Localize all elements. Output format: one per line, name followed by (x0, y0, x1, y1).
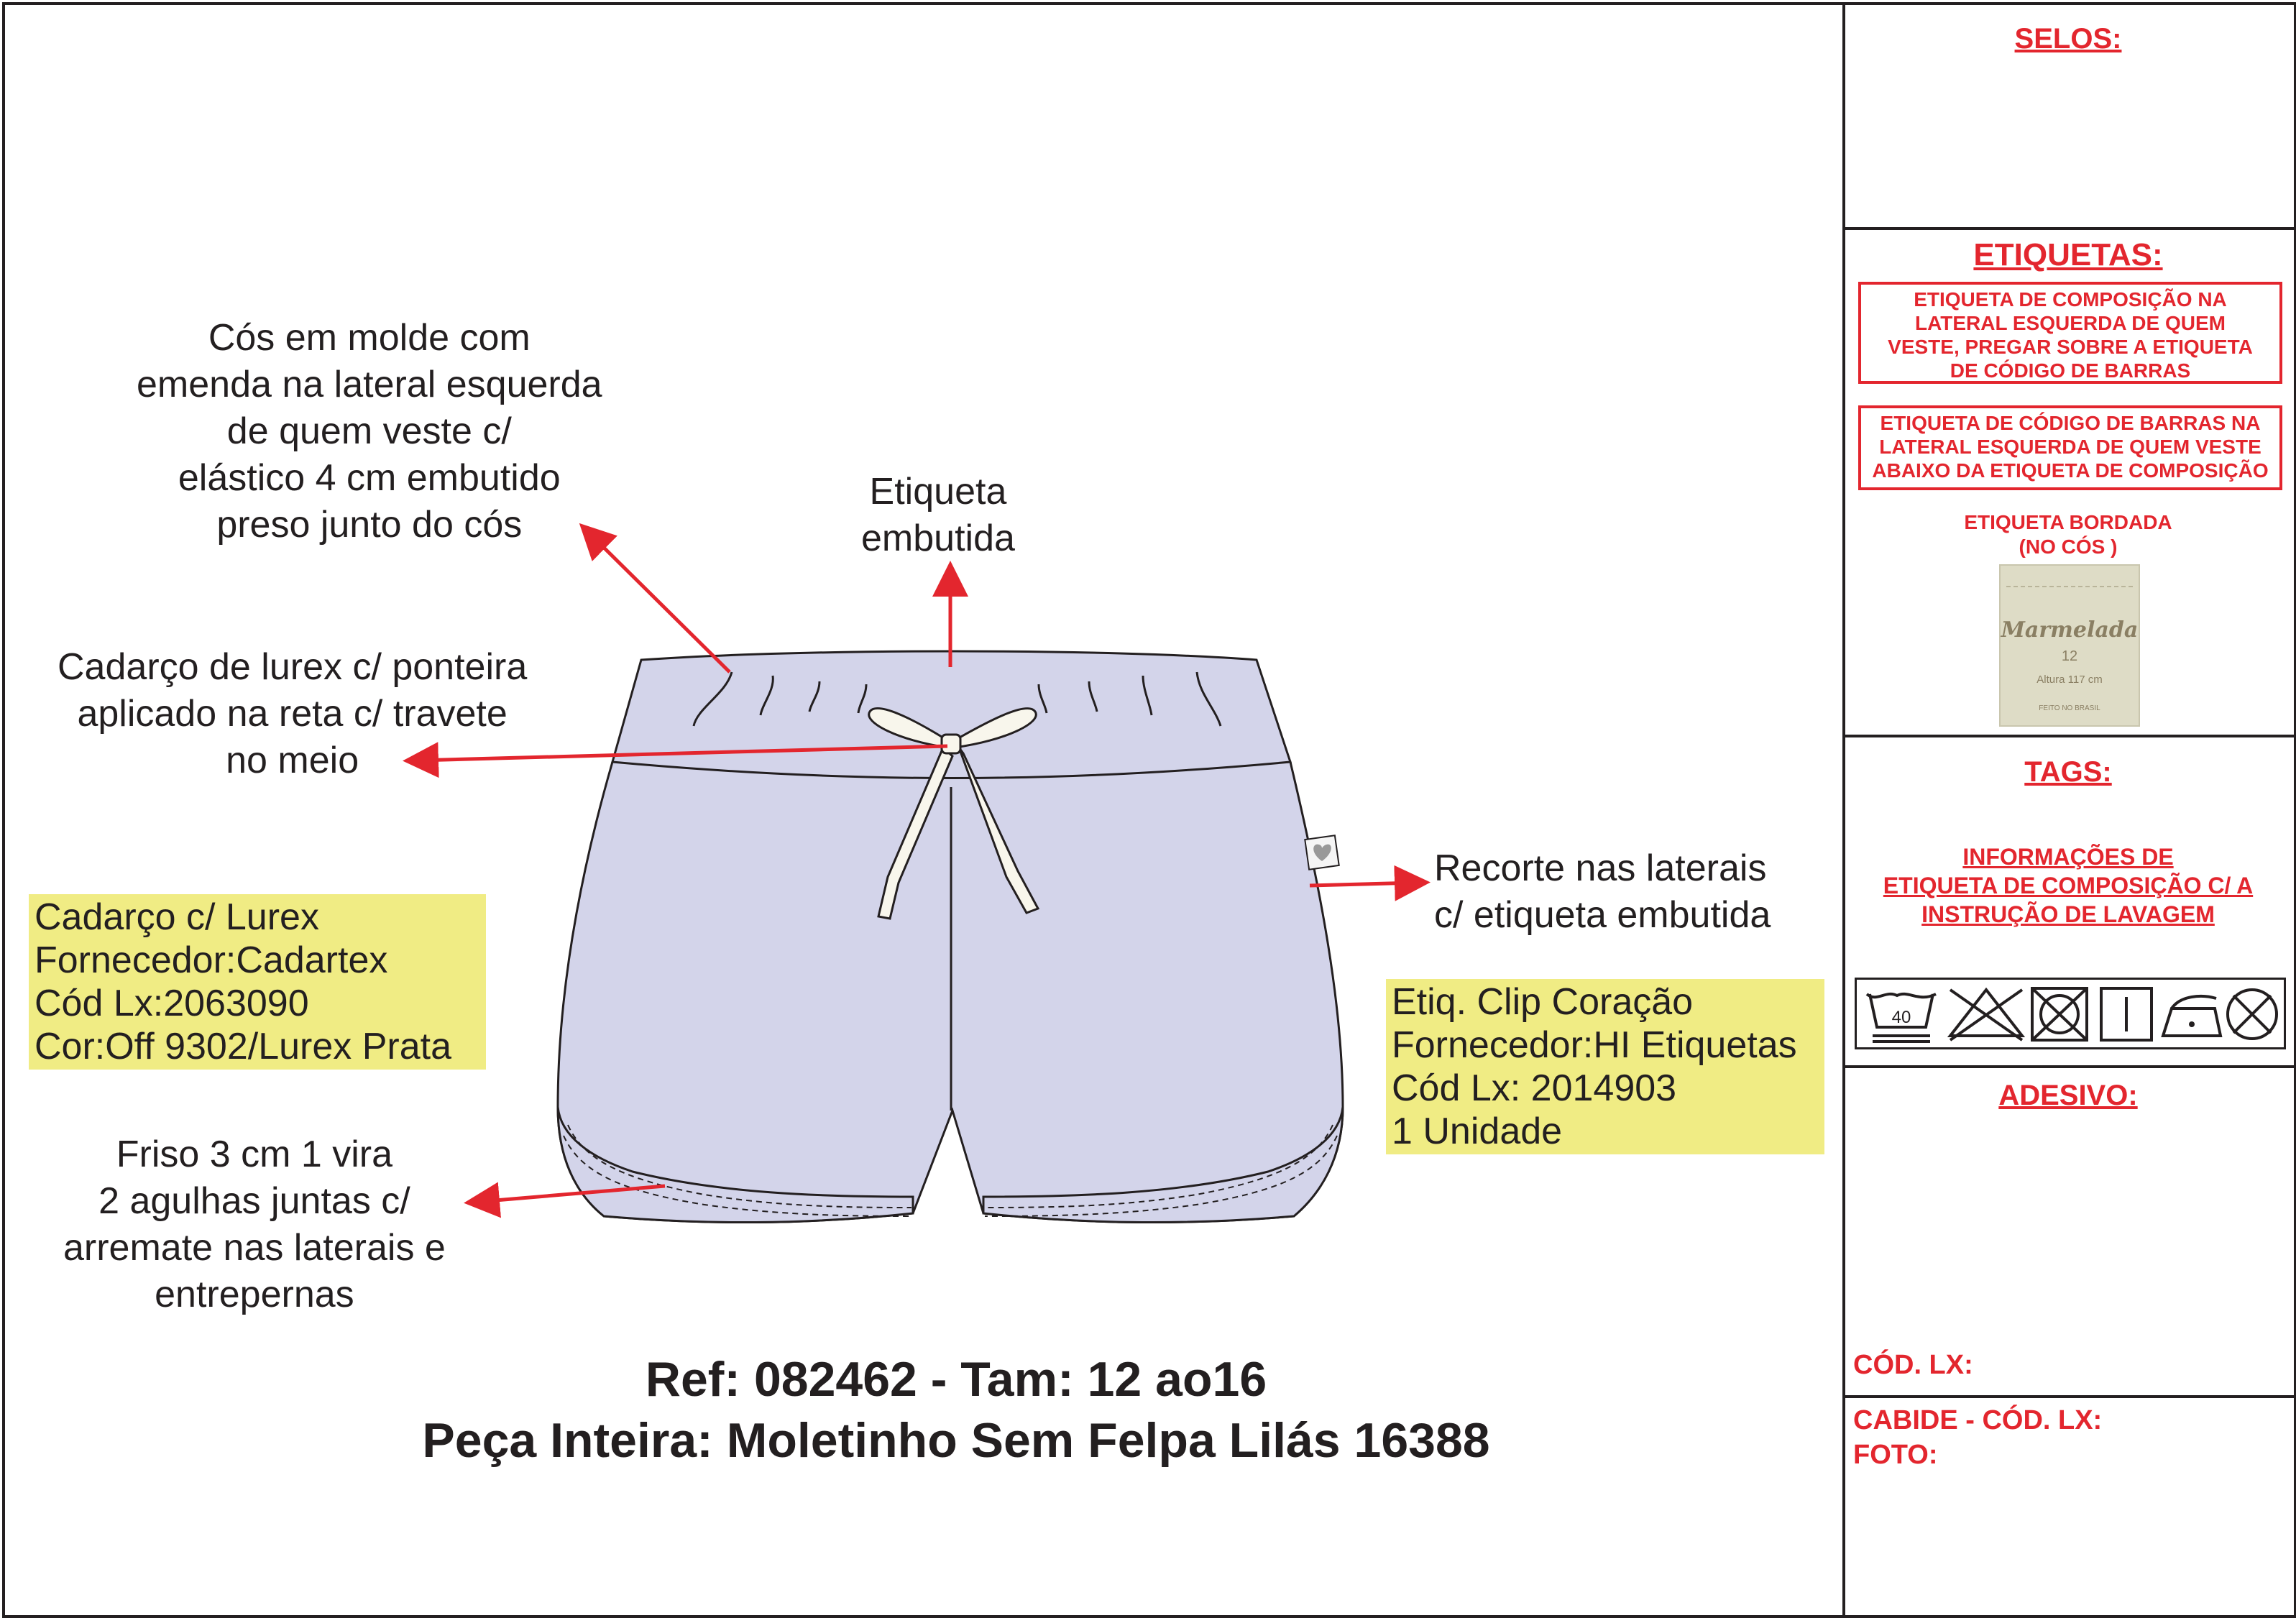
material-box-line: Cód Lx: 2014903 (1392, 1067, 1677, 1109)
care-symbols-strip (1855, 978, 2286, 1049)
material-box-line: Etiq. Clip Coração (1392, 981, 1694, 1023)
barcode-box-line: LATERAL ESQUERDA DE QUEM VESTE (1879, 436, 2261, 458)
note-side-cut-line: Recorte nas laterais (1434, 847, 1767, 889)
barcode-label-box (1858, 405, 2282, 490)
tags-info-line: INSTRUÇÃO DE LAVAGEM (1921, 901, 2215, 927)
note-hem-line: entrepernas (155, 1274, 354, 1315)
wash-temp-label: 40 (1891, 1008, 1911, 1027)
note-waistband-line: Cós em molde com (208, 317, 531, 359)
brand-label-origin: FEITO NO BRASIL (2039, 704, 2100, 712)
material-box-line: Fornecedor:HI Etiquetas (1392, 1024, 1797, 1066)
tags-info-line: ETIQUETA DE COMPOSIÇÃO C/ A (1883, 873, 2254, 898)
note-side-cut (1434, 845, 1771, 939)
arrow-side-cut (1310, 883, 1416, 886)
barcode-box-line: ABAIXO DA ETIQUETA DE COMPOSIÇÃO (1872, 459, 2269, 482)
material-box-line: Cadarço c/ Lurex (35, 896, 319, 938)
note-label-line: embutida (861, 518, 1015, 559)
material-box-line: Cor:Off 9302/Lurex Prata (35, 1026, 452, 1067)
embroidered-label-line: (NO CÓS ) (2019, 535, 2118, 558)
embroidered-label-line: ETIQUETA BORDADA (1964, 511, 2172, 533)
foto-label: FOTO: (1853, 1440, 1938, 1470)
note-hem-line: 2 agulhas juntas c/ (98, 1180, 410, 1222)
divider-selos (1842, 227, 2294, 230)
note-label (861, 469, 1015, 562)
composition-box-line: ETIQUETA DE COMPOSIÇÃO NA (1914, 288, 2227, 311)
composition-label-box (1858, 282, 2282, 384)
no-bleach-icon (1950, 990, 2022, 1040)
tags-heading: TAGS: (2024, 756, 2112, 788)
barcode-box-line: ETIQUETA DE CÓDIGO DE BARRAS NA (1880, 412, 2261, 434)
composition-box-line: VESTE, PREGAR SOBRE A ETIQUETA (1888, 336, 2253, 358)
note-hem (63, 1131, 446, 1318)
no-tumble-dry-icon (2032, 988, 2087, 1040)
material-box-line: Cód Lx:2063090 (35, 983, 309, 1024)
note-waistband-line: preso junto do cós (216, 504, 523, 546)
note-drawcord (58, 644, 527, 784)
cod-lx-label: CÓD. LX: (1853, 1350, 1973, 1380)
reference-line-2: Peça Inteira: Moletinho Sem Felpa Lilás 16388 (422, 1413, 1490, 1468)
note-side-cut-line: c/ etiqueta embutida (1434, 894, 1771, 936)
brand-label-stitch (2006, 586, 2133, 587)
adesivo-heading: ADESIVO: (1998, 1080, 2138, 1111)
selos-heading: SELOS: (2014, 23, 2122, 55)
divider-tags (1842, 1065, 2294, 1068)
note-hem-line: arremate nas laterais e (63, 1227, 446, 1269)
divider-etiquetas (1842, 735, 2294, 737)
composition-box-line: LATERAL ESQUERDA DE QUEM (1915, 312, 2226, 334)
wash-40-icon (1867, 994, 1936, 1042)
brand-label-size: 12 (2061, 648, 2078, 664)
note-waistband-line: de quem veste c/ (226, 410, 512, 452)
material-box-clip (1386, 979, 1824, 1154)
material-box-line: 1 Unidade (1392, 1111, 1563, 1152)
iron-low-icon (2163, 996, 2221, 1036)
note-drawcord-line: aplicado na reta c/ travete (77, 693, 508, 735)
tags-info-line: INFORMAÇÕES DE (1962, 844, 2174, 870)
etiquetas-heading: ETIQUETAS: (1973, 237, 2163, 272)
composition-box-line: DE CÓDIGO DE BARRAS (1950, 359, 2191, 382)
embroidered-label-title (1842, 510, 2294, 559)
care-symbols (1857, 980, 2284, 1047)
cabide-label: CABIDE - CÓD. LX: (1853, 1405, 2103, 1435)
arrow-waistband (589, 533, 730, 672)
note-drawcord-line: Cadarço de lurex c/ ponteira (58, 646, 528, 688)
tags-info (1842, 842, 2294, 929)
no-dry-clean-icon (2228, 990, 2277, 1039)
line-dry-icon (2101, 988, 2152, 1040)
brand-label-name: Marmelada (2001, 617, 2139, 643)
reference-line-1: Ref: 082462 - Tam: 12 ao16 (645, 1352, 1267, 1407)
note-label-line: Etiqueta (869, 471, 1007, 512)
note-waistband (137, 315, 602, 548)
note-waistband-line: elástico 4 cm embutido (178, 457, 561, 499)
material-box-cord (29, 894, 486, 1070)
heart-clip-label (1305, 835, 1338, 869)
note-waistband-line: emenda na lateral esquerda (137, 364, 602, 405)
brand-label-height: Altura 117 cm (2036, 674, 2103, 686)
note-hem-line: Friso 3 cm 1 vira (116, 1134, 393, 1175)
material-box-line: Fornecedor:Cadartex (35, 939, 388, 981)
note-drawcord-line: no meio (226, 740, 359, 781)
brand-label (1999, 564, 2140, 727)
